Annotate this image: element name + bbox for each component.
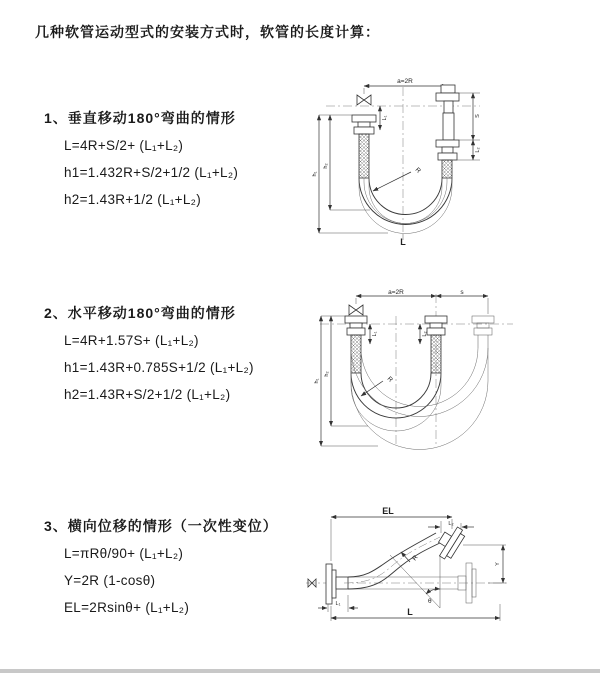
- dim-label-h1: h₁: [314, 378, 320, 384]
- dim-label-l: L: [400, 237, 406, 247]
- dimension-l2: [420, 324, 428, 344]
- formula-line: h1=1.432R+S/2+1/2 (L₁+L₂): [64, 165, 239, 180]
- dimension-el: [331, 506, 452, 561]
- radius-callout: [401, 552, 420, 562]
- dim-label-s: S: [475, 114, 481, 118]
- hose-u-bend: [351, 348, 488, 450]
- dim-label-h1: h₁: [312, 171, 318, 177]
- radius-callout: [361, 375, 394, 396]
- dimension-l1: [318, 595, 358, 612]
- moved-pipe-flange: [472, 316, 494, 348]
- section-2-heading: 2、水平移动180°弯曲的情形: [44, 305, 236, 321]
- dim-label-y: Y: [495, 562, 501, 566]
- hose-braid: [442, 160, 452, 178]
- dim-label-s: s: [460, 289, 464, 296]
- formula-line: L=4R+1.57S+ (L₁+L₂): [64, 333, 199, 348]
- hose-braid: [431, 335, 441, 373]
- left-pipe-flange: [352, 115, 376, 178]
- dim-label-l2: L₂: [448, 521, 454, 527]
- valve-icon: [357, 95, 371, 105]
- dimension-l2: [428, 521, 474, 535]
- left-pipe-flange: [345, 316, 367, 373]
- dim-label-r: R: [385, 375, 394, 384]
- tilted-flange: [433, 523, 467, 562]
- dim-label-l2: L₂: [422, 331, 428, 337]
- dimension-a2r: [364, 78, 447, 94]
- middle-pipe-flange: [425, 316, 447, 373]
- diagram-lateral-displacement: [298, 503, 533, 638]
- formula-line: Y=2R (1-cosθ): [64, 573, 156, 588]
- dimension-a2r: [356, 289, 488, 314]
- formula-line: L=4R+S/2+ (L₁+L₂): [64, 138, 184, 153]
- diagram-vertical-180-bend: [308, 74, 503, 252]
- page-title: 几种软管运动型式的安装方式时，软管的长度计算：: [35, 24, 380, 40]
- left-flange: [308, 564, 348, 604]
- dim-label-el: EL: [382, 506, 394, 516]
- dimension-l1: [370, 324, 378, 344]
- dim-label-a2r: a=2R: [397, 78, 413, 85]
- dim-label-h2: h₂: [323, 163, 329, 169]
- dimension-h1: [312, 115, 388, 233]
- formula-line: EL=2Rsinθ+ (L₁+L₂): [64, 600, 190, 615]
- formula-line: L=πRθ/90+ (L₁+L₂): [64, 546, 184, 561]
- dimension-y: [463, 545, 506, 583]
- dimension-l1: [380, 106, 388, 130]
- hose-braid: [351, 335, 361, 373]
- theta-angle: [390, 555, 440, 608]
- formula-line: h2=1.43R+S/2+1/2 (L₁+L₂): [64, 387, 231, 402]
- dim-label-theta: θ: [428, 598, 432, 605]
- dim-label-l1: L₁: [335, 601, 341, 607]
- dim-label-l1: L₁: [372, 331, 378, 337]
- section-1-heading: 1、垂直移动180°弯曲的情形: [44, 110, 236, 126]
- right-pipe-flange: [436, 85, 459, 178]
- dim-label-r: R: [413, 166, 422, 175]
- dim-label-l1: L₁: [382, 115, 388, 121]
- page-bottom-edge: [0, 669, 600, 673]
- section-3-heading: 3、横向位移的情形（一次性变位）: [44, 518, 278, 534]
- dim-label-l2: L₂: [475, 147, 481, 153]
- valve-icon: [349, 305, 363, 315]
- dimension-l: [331, 604, 500, 621]
- dimension-s: [436, 289, 488, 296]
- dim-label-h2: h₂: [324, 371, 330, 377]
- hose-braid: [359, 134, 369, 178]
- dim-label-r: R: [411, 554, 420, 563]
- dim-label-a2r: a=2R: [388, 289, 404, 296]
- formula-line: h2=1.43R+1/2 (L₁+L₂): [64, 192, 202, 207]
- formula-line: h1=1.43R+0.785S+1/2 (L₁+L₂): [64, 360, 254, 375]
- radius-callout: [373, 166, 422, 191]
- diagram-horizontal-180-bend: [308, 286, 523, 458]
- hose-u-bend: [359, 178, 452, 233]
- dim-label-l: L: [407, 607, 413, 617]
- hose-s-curve: [344, 533, 442, 589]
